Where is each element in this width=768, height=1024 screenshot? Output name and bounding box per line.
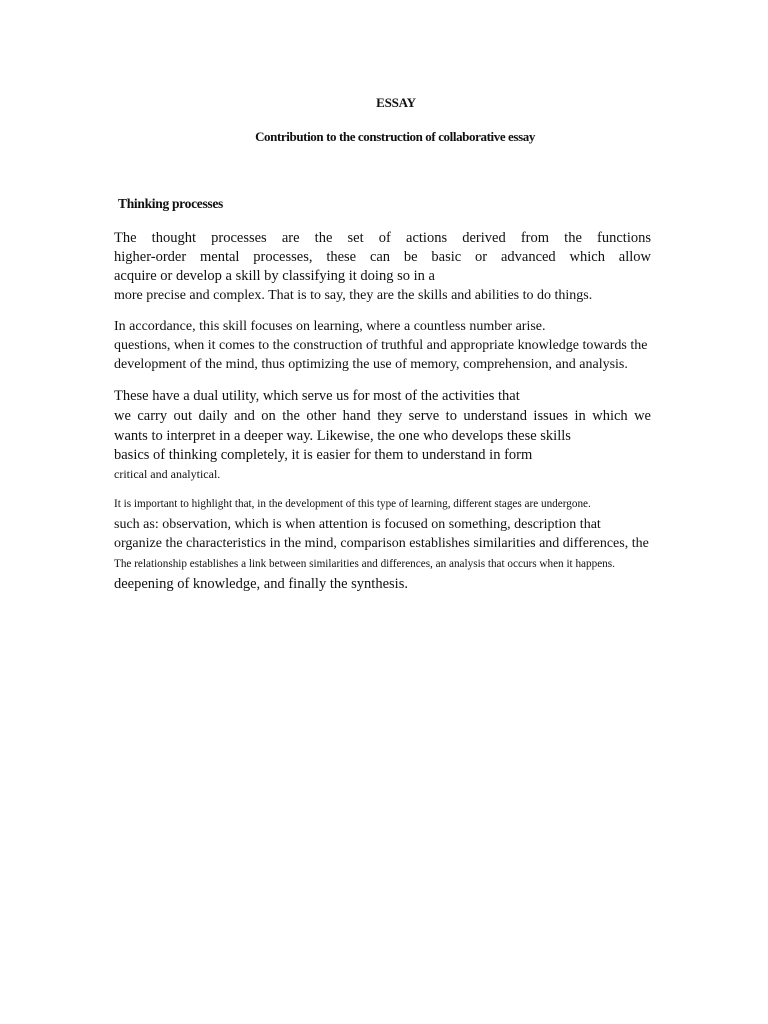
paragraph4-line: The relationship establishes a link between similarities and differences, an analysis that occurs when it happens. [114, 558, 615, 570]
paragraph3-line: critical and analytical. [114, 467, 221, 481]
paragraph3-line: basics of thinking completely, it is easier for them to understand in form [114, 447, 533, 463]
section-heading: Thinking processes [118, 196, 224, 211]
paragraph4-line: It is important to highlight that, in the development of this type of learning, different stages are undergone. [114, 498, 591, 510]
document-subtitle: Contribution to the construction of collaborative essay [255, 129, 535, 144]
paragraph1-line: higher-order mental processes, these can be basic or advanced which allow [114, 249, 651, 265]
paragraph3-line: These have a dual utility, which serve us for most of the activities that [114, 388, 520, 404]
paragraph4-line: organize the characteristics in the mind, comparison establishes similarities and differences, the [114, 536, 649, 551]
paragraph2-line: development of the mind, thus optimizing the use of memory, comprehension, and analysis. [114, 357, 628, 372]
paragraph1-line: more precise and complex. That is to say, they are the skills and abilities to do things. [114, 288, 593, 303]
document-title: ESSAY [376, 95, 416, 110]
paragraph4-line: deepening of knowledge, and finally the synthesis. [114, 576, 408, 592]
paragraph3-line: wants to interpret in a deeper way. Likewise, the one who develops these skills [114, 428, 571, 444]
paragraph4-line: such as: observation, which is when attention is focused on something, description that [114, 517, 601, 532]
paragraph2-line: questions, when it comes to the construction of truthful and appropriate knowledge towards the [114, 338, 648, 353]
paragraph1-line: acquire or develop a skill by classifying it doing so in a [114, 268, 435, 284]
paragraph1-line: The thought processes are the set of actions derived from the functions [114, 230, 651, 246]
paragraph3-line: we carry out daily and on the other hand they serve to understand issues in which we [114, 408, 651, 424]
paragraph2-line: In accordance, this skill focuses on learning, where a countless number arise. [114, 319, 546, 334]
